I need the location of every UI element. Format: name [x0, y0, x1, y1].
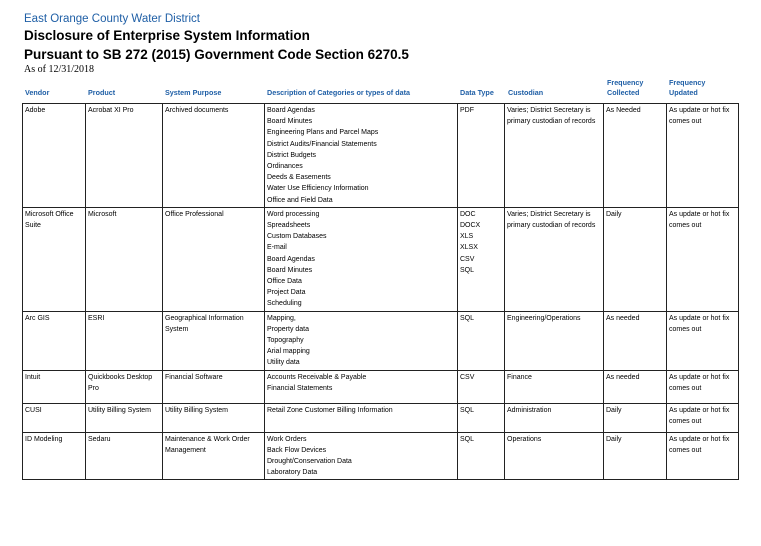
data-type-cell: [458, 311, 505, 370]
vendor-text: Microsoft Office Suite: [25, 210, 74, 230]
product-text: Acrobat XI Pro: [88, 107, 134, 114]
data-category-item: Work Orders: [267, 435, 307, 443]
data-type-item: DOCX: [460, 222, 481, 230]
column-header-custodian: Custodian: [508, 87, 544, 97]
data-category-item: Accounts Receivable & Payable: [267, 373, 367, 381]
product-cell: [86, 207, 163, 311]
column-header-product: Product: [88, 87, 116, 97]
vendor-text: Adobe: [25, 107, 46, 114]
description-cell: [265, 207, 458, 311]
as-of-date: As of 12/31/2018: [24, 64, 94, 75]
data-category-item: Board Minutes: [267, 118, 313, 126]
frequency-updated-text: As update or hot fix comes out: [669, 314, 730, 333]
data-type-cell: [458, 403, 505, 432]
purpose-text: Geographical Information System: [165, 314, 244, 333]
purpose-text: Office Professional: [165, 210, 224, 218]
frequency-updated-text: As update or hot fix comes out: [669, 373, 730, 392]
custodian-text: Finance: [507, 373, 532, 381]
vendor-cell: [23, 403, 86, 432]
purpose-cell: [163, 104, 265, 208]
data-type-item: SQL: [460, 266, 475, 274]
vendor-text: Intuit: [25, 373, 41, 381]
table-row: [23, 403, 739, 432]
data-type-cell: [458, 432, 505, 480]
document-subtitle: Pursuant to SB 272 (2015) Government Code Section 6270.5: [24, 47, 409, 62]
data-category-item: Utility data: [267, 359, 300, 367]
data-type-item: XLSX: [460, 244, 478, 252]
vendor-text: ID Modeling: [25, 435, 63, 443]
purpose-cell: [163, 403, 265, 432]
custodian-text: Administration: [507, 406, 552, 414]
data-category-item: Drought/Conservation Data: [267, 458, 352, 466]
product-text: Quickbooks Desktop Pro: [88, 373, 153, 392]
column-header-purpose: System Purpose: [165, 87, 222, 97]
description-cell: [265, 432, 458, 480]
frequency-collected-cell: [604, 311, 667, 370]
systems-table: [22, 103, 739, 480]
frequency-collected-cell: [604, 370, 667, 403]
custodian-cell: [505, 432, 604, 480]
data-type-item: SQL: [460, 406, 475, 414]
frequency-collected-text: As needed: [606, 373, 640, 381]
frequency-collected-text: As Needed: [606, 107, 641, 114]
organization-name: East Orange County Water District: [24, 13, 200, 25]
frequency-updated-cell: [667, 104, 739, 208]
product-cell: [86, 432, 163, 480]
data-type-item: XLS: [460, 233, 474, 241]
data-category-item: Deeds & Easements: [267, 174, 331, 182]
frequency-collected-text: As needed: [606, 314, 640, 322]
data-category-item: Word processing: [267, 210, 320, 218]
frequency-updated-cell: [667, 403, 739, 432]
column-header-data-type: Data Type: [460, 87, 494, 97]
data-type-cell: [458, 207, 505, 311]
purpose-cell: [163, 207, 265, 311]
purpose-text: Maintenance & Work Order Management: [165, 435, 250, 454]
purpose-cell: [163, 432, 265, 480]
data-type-cell: [458, 370, 505, 403]
data-category-item: Back Flow Devices: [267, 446, 327, 454]
vendor-cell: [23, 207, 86, 311]
frequency-collected-cell: [604, 207, 667, 311]
column-header-row: [22, 74, 737, 100]
product-cell: [86, 370, 163, 403]
data-type-item: SQL: [460, 435, 475, 443]
data-category-item: Office Data: [267, 278, 302, 286]
custodian-cell: [505, 104, 604, 208]
table-row: [23, 104, 739, 208]
frequency-updated-text: As update or hot fix comes out: [669, 406, 730, 425]
data-category-item: Mapping,: [267, 314, 296, 322]
vendor-cell: [23, 432, 86, 480]
frequency-updated-text: As update or hot fix comes out: [669, 210, 730, 230]
product-text: ESRI: [88, 314, 105, 322]
data-category-item: Retail Zone Customer Billing Information: [267, 406, 393, 414]
product-text: Utility Billing System: [88, 406, 152, 414]
frequency-collected-text: Daily: [606, 406, 622, 414]
frequency-updated-cell: [667, 207, 739, 311]
frequency-collected-text: Daily: [606, 210, 622, 218]
data-type-item: PDF: [460, 107, 474, 114]
data-category-item: Property data: [267, 325, 310, 333]
purpose-cell: [163, 370, 265, 403]
data-category-item: E-mail: [267, 244, 287, 252]
frequency-collected-text: Daily: [606, 435, 622, 443]
table-row: [23, 432, 739, 480]
product-cell: [86, 311, 163, 370]
data-category-item: Arial mapping: [267, 348, 310, 356]
table-row: [23, 370, 739, 403]
purpose-text: Financial Software: [165, 373, 223, 381]
data-category-item: District Budgets: [267, 151, 317, 159]
purpose-text: Archived documents: [165, 107, 229, 114]
product-text: Microsoft: [88, 210, 117, 218]
custodian-cell: [505, 207, 604, 311]
custodian-cell: [505, 370, 604, 403]
vendor-text: CUSI: [25, 406, 42, 414]
purpose-cell: [163, 311, 265, 370]
data-type-cell: [458, 104, 505, 208]
data-category-item: Scheduling: [267, 300, 302, 308]
column-header-vendor: Vendor: [25, 87, 50, 97]
description-cell: [265, 403, 458, 432]
vendor-cell: [23, 370, 86, 403]
frequency-collected-cell: [604, 104, 667, 208]
document-title: Disclosure of Enterprise System Information: [24, 28, 310, 43]
data-category-item: Topography: [267, 337, 304, 345]
data-category-item: District Audits/Financial Statements: [267, 140, 377, 148]
frequency-updated-text: As update or hot fix comes out: [669, 107, 730, 126]
column-header-frequency-collected: Frequency Collected: [607, 78, 644, 97]
custodian-text: Operations: [507, 435, 542, 443]
data-category-item: Office and Field Data: [267, 196, 333, 204]
data-category-item: Board Agendas: [267, 107, 315, 114]
column-header-description: Description of Categories or types of data: [267, 87, 410, 97]
custodian-cell: [505, 403, 604, 432]
data-category-item: Spreadsheets: [267, 222, 311, 230]
purpose-text: Utility Billing System: [165, 406, 229, 414]
frequency-updated-cell: [667, 311, 739, 370]
product-cell: [86, 104, 163, 208]
frequency-collected-cell: [604, 403, 667, 432]
description-cell: [265, 104, 458, 208]
column-header-frequency-updated: Frequency Updated: [669, 78, 706, 97]
custodian-text: Varies; District Secretary is primary custodian of records: [507, 107, 596, 126]
data-type-item: SQL: [460, 314, 475, 322]
custodian-text: Engineering/Operations: [507, 314, 581, 322]
frequency-updated-cell: [667, 370, 739, 403]
data-category-item: Project Data: [267, 289, 306, 297]
vendor-cell: [23, 311, 86, 370]
data-category-item: Engineering Plans and Parcel Maps: [267, 129, 379, 137]
data-type-item: DOC: [460, 210, 476, 218]
frequency-updated-cell: [667, 432, 739, 480]
description-cell: [265, 370, 458, 403]
table-row: [23, 311, 739, 370]
data-type-item: CSV: [460, 373, 475, 381]
data-category-item: Custom Databases: [267, 233, 327, 241]
data-category-item: Financial Statements: [267, 384, 333, 392]
vendor-text: Arc GIS: [25, 314, 50, 322]
data-category-item: Board Agendas: [267, 255, 315, 263]
product-cell: [86, 403, 163, 432]
data-category-item: Laboratory Data: [267, 469, 318, 477]
data-category-item: Board Minutes: [267, 266, 313, 274]
product-text: Sedaru: [88, 435, 111, 443]
custodian-text: Varies; District Secretary is primary custodian of records: [507, 210, 596, 230]
table-row: [23, 207, 739, 311]
data-category-item: Ordinances: [267, 163, 303, 171]
data-category-item: Water Use Efficiency Information: [267, 185, 369, 193]
data-type-item: CSV: [460, 255, 475, 263]
custodian-cell: [505, 311, 604, 370]
description-cell: [265, 311, 458, 370]
vendor-cell: [23, 104, 86, 208]
frequency-updated-text: As update or hot fix comes out: [669, 435, 730, 454]
frequency-collected-cell: [604, 432, 667, 480]
